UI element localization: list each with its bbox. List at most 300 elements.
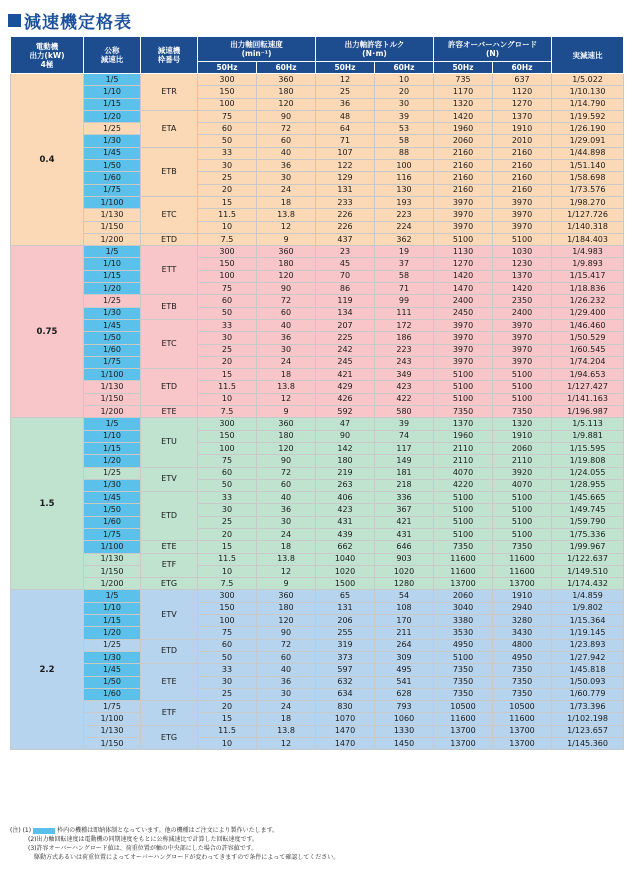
- speed-60hz-cell: 360: [257, 246, 316, 258]
- torque-50hz-cell: 45: [316, 258, 375, 270]
- ohl-60hz-cell: 4800: [493, 639, 552, 651]
- actual-ratio-cell: 1/59.790: [552, 516, 624, 528]
- nominal-ratio-cell: 1/60: [84, 688, 141, 700]
- actual-ratio-cell: 1/50.529: [552, 332, 624, 344]
- speed-60hz-cell: 36: [257, 160, 316, 172]
- torque-50hz-cell: 90: [316, 430, 375, 442]
- actual-ratio-cell: 1/19.592: [552, 110, 624, 122]
- speed-50hz-cell: 100: [198, 270, 257, 282]
- ohl-60hz-cell: 3970: [493, 319, 552, 331]
- actual-ratio-cell: 1/196.987: [552, 406, 624, 418]
- torque-60hz-cell: 130: [375, 184, 434, 196]
- speed-60hz-cell: 24: [257, 356, 316, 368]
- torque-50hz-cell: 439: [316, 528, 375, 540]
- speed-60hz-cell: 60: [257, 651, 316, 663]
- torque-60hz-cell: 423: [375, 381, 434, 393]
- table-row: [11, 209, 624, 221]
- ohl-60hz-cell: 3970: [493, 356, 552, 368]
- table-row: [11, 381, 624, 393]
- speed-50hz-cell: 30: [198, 676, 257, 688]
- speed-60hz-cell: 13.8: [257, 381, 316, 393]
- ohl-50hz-cell: 7350: [434, 676, 493, 688]
- nominal-ratio-cell: 1/60: [84, 516, 141, 528]
- actual-ratio-cell: 1/75.336: [552, 528, 624, 540]
- torque-50hz-cell: 1470: [316, 725, 375, 737]
- table-row: [11, 258, 624, 270]
- ohl-60hz-cell: 1370: [493, 270, 552, 282]
- ohl-50hz-cell: 3970: [434, 344, 493, 356]
- speed-50hz-cell: 33: [198, 492, 257, 504]
- frame-number-cell: ETF: [141, 553, 198, 578]
- speed-50hz-cell: 100: [198, 98, 257, 110]
- speed-60hz-cell: 24: [257, 184, 316, 196]
- torque-60hz-cell: 116: [375, 172, 434, 184]
- ohl-50hz-cell: 1960: [434, 430, 493, 442]
- actual-ratio-cell: 1/19.145: [552, 627, 624, 639]
- actual-ratio-cell: 1/9.881: [552, 430, 624, 442]
- page-title: [8, 10, 132, 33]
- speed-60hz-cell: 13.8: [257, 553, 316, 565]
- motor-power-cell: 0.75: [11, 246, 84, 418]
- nominal-ratio-cell: 1/200: [84, 233, 141, 245]
- nominal-ratio-cell: 1/200: [84, 578, 141, 590]
- speed-50hz-cell: 50: [198, 651, 257, 663]
- nominal-ratio-cell: 1/5: [84, 590, 141, 602]
- speed-60hz-cell: 30: [257, 172, 316, 184]
- ohl-60hz-cell: 5100: [493, 393, 552, 405]
- header-frame: 減速機 枠番号: [141, 37, 198, 74]
- table-row: [11, 270, 624, 282]
- nominal-ratio-cell: 1/25: [84, 295, 141, 307]
- actual-ratio-cell: 1/29.091: [552, 135, 624, 147]
- table-row: [11, 528, 624, 540]
- torque-50hz-cell: 207: [316, 319, 375, 331]
- header-speed-60hz: 60Hz: [257, 62, 316, 74]
- torque-50hz-cell: 36: [316, 98, 375, 110]
- table-row: [11, 110, 624, 122]
- speed-50hz-cell: 300: [198, 74, 257, 86]
- torque-60hz-cell: 541: [375, 676, 434, 688]
- speed-50hz-cell: 11.5: [198, 725, 257, 737]
- torque-50hz-cell: 1040: [316, 553, 375, 565]
- table-row: [11, 356, 624, 368]
- speed-50hz-cell: 15: [198, 196, 257, 208]
- table-row: [11, 283, 624, 295]
- actual-ratio-cell: 1/140.318: [552, 221, 624, 233]
- torque-50hz-cell: 47: [316, 418, 375, 430]
- speed-60hz-cell: 12: [257, 738, 316, 750]
- speed-60hz-cell: 13.8: [257, 209, 316, 221]
- torque-50hz-cell: 226: [316, 209, 375, 221]
- torque-60hz-cell: 39: [375, 418, 434, 430]
- header-torque: 出力軸許容トルク (N･m): [316, 37, 434, 62]
- actual-ratio-cell: 1/15.595: [552, 442, 624, 454]
- frame-number-cell: ETC: [141, 196, 198, 233]
- speed-50hz-cell: 11.5: [198, 209, 257, 221]
- torque-60hz-cell: 30: [375, 98, 434, 110]
- speed-50hz-cell: 50: [198, 307, 257, 319]
- speed-50hz-cell: 33: [198, 319, 257, 331]
- torque-60hz-cell: 243: [375, 356, 434, 368]
- ohl-50hz-cell: 1130: [434, 246, 493, 258]
- speed-60hz-cell: 180: [257, 430, 316, 442]
- actual-ratio-cell: 1/24.055: [552, 467, 624, 479]
- frame-number-cell: ETE: [141, 541, 198, 553]
- ohl-60hz-cell: 1030: [493, 246, 552, 258]
- torque-60hz-cell: 362: [375, 233, 434, 245]
- ohl-60hz-cell: 11600: [493, 565, 552, 577]
- ohl-50hz-cell: 5100: [434, 233, 493, 245]
- nominal-ratio-cell: 1/10: [84, 86, 141, 98]
- ohl-50hz-cell: 3970: [434, 319, 493, 331]
- actual-ratio-cell: 1/27.942: [552, 651, 624, 663]
- table-row: [11, 430, 624, 442]
- nominal-ratio-cell: 1/50: [84, 504, 141, 516]
- ohl-60hz-cell: 2350: [493, 295, 552, 307]
- speed-50hz-cell: 150: [198, 602, 257, 614]
- torque-60hz-cell: 211: [375, 627, 434, 639]
- speed-60hz-cell: 360: [257, 74, 316, 86]
- table-row: [11, 651, 624, 663]
- ohl-50hz-cell: 1420: [434, 110, 493, 122]
- frame-number-cell: ETR: [141, 74, 198, 111]
- speed-50hz-cell: 150: [198, 258, 257, 270]
- ohl-50hz-cell: 7350: [434, 664, 493, 676]
- nominal-ratio-cell: 1/45: [84, 147, 141, 159]
- nominal-ratio-cell: 1/100: [84, 369, 141, 381]
- table-row: [11, 578, 624, 590]
- speed-60hz-cell: 24: [257, 528, 316, 540]
- table-row: [11, 307, 624, 319]
- speed-50hz-cell: 20: [198, 184, 257, 196]
- actual-ratio-cell: 1/122.637: [552, 553, 624, 565]
- ohl-60hz-cell: 2160: [493, 184, 552, 196]
- speed-60hz-cell: 12: [257, 393, 316, 405]
- speed-50hz-cell: 50: [198, 479, 257, 491]
- frame-number-cell: ETF: [141, 701, 198, 726]
- ohl-60hz-cell: 5100: [493, 492, 552, 504]
- torque-60hz-cell: 88: [375, 147, 434, 159]
- ohl-50hz-cell: 3970: [434, 356, 493, 368]
- torque-60hz-cell: 39: [375, 110, 434, 122]
- nominal-ratio-cell: 1/25: [84, 639, 141, 651]
- table-row: [11, 688, 624, 700]
- actual-ratio-cell: 1/5.022: [552, 74, 624, 86]
- actual-ratio-cell: 1/46.460: [552, 319, 624, 331]
- ohl-60hz-cell: 5100: [493, 504, 552, 516]
- actual-ratio-cell: 1/60.779: [552, 688, 624, 700]
- actual-ratio-cell: 1/141.163: [552, 393, 624, 405]
- table-row: [11, 479, 624, 491]
- torque-50hz-cell: 437: [316, 233, 375, 245]
- torque-50hz-cell: 423: [316, 504, 375, 516]
- torque-60hz-cell: 349: [375, 369, 434, 381]
- ohl-50hz-cell: 3970: [434, 209, 493, 221]
- ohl-60hz-cell: 1230: [493, 258, 552, 270]
- speed-60hz-cell: 40: [257, 664, 316, 676]
- table-row: [11, 455, 624, 467]
- frame-number-cell: ETE: [141, 406, 198, 418]
- speed-60hz-cell: 72: [257, 467, 316, 479]
- speed-50hz-cell: 30: [198, 504, 257, 516]
- nominal-ratio-cell: 1/100: [84, 713, 141, 725]
- ohl-50hz-cell: 5100: [434, 492, 493, 504]
- ohl-60hz-cell: 3970: [493, 344, 552, 356]
- ohl-50hz-cell: 3970: [434, 196, 493, 208]
- table-row: [11, 160, 624, 172]
- nominal-ratio-cell: 1/25: [84, 123, 141, 135]
- nominal-ratio-cell: 1/130: [84, 381, 141, 393]
- actual-ratio-cell: 1/94.653: [552, 369, 624, 381]
- speed-60hz-cell: 12: [257, 221, 316, 233]
- table-row: [11, 467, 624, 479]
- table-row: [11, 221, 624, 233]
- actual-ratio-cell: 1/74.204: [552, 356, 624, 368]
- torque-50hz-cell: 242: [316, 344, 375, 356]
- ohl-60hz-cell: 5100: [493, 516, 552, 528]
- actual-ratio-cell: 1/123.657: [552, 725, 624, 737]
- torque-60hz-cell: 646: [375, 541, 434, 553]
- ohl-50hz-cell: 1420: [434, 270, 493, 282]
- torque-60hz-cell: 20: [375, 86, 434, 98]
- note-2: (2)出力軸回転速度は電動機の同期速度をもとに公称減速比で計算した回転速度です。: [28, 836, 259, 843]
- nominal-ratio-cell: 1/15: [84, 615, 141, 627]
- frame-number-cell: ETV: [141, 467, 198, 492]
- speed-50hz-cell: 10: [198, 221, 257, 233]
- torque-60hz-cell: 495: [375, 664, 434, 676]
- speed-60hz-cell: 40: [257, 319, 316, 331]
- ohl-50hz-cell: 5100: [434, 651, 493, 663]
- notes: [10, 826, 625, 862]
- frame-number-cell: ETE: [141, 664, 198, 701]
- frame-number-cell: ETB: [141, 295, 198, 320]
- actual-ratio-cell: 1/99.967: [552, 541, 624, 553]
- torque-50hz-cell: 426: [316, 393, 375, 405]
- ohl-50hz-cell: 1470: [434, 283, 493, 295]
- header-ratio: 公称 減速比: [84, 37, 141, 74]
- speed-50hz-cell: 75: [198, 455, 257, 467]
- note-1-text: 枠内の機種は即納体制となっています。他の機種はご注文により製作いたします。: [57, 827, 279, 834]
- ohl-60hz-cell: 1320: [493, 418, 552, 430]
- torque-60hz-cell: 1280: [375, 578, 434, 590]
- ohl-50hz-cell: 11600: [434, 565, 493, 577]
- ohl-60hz-cell: 2160: [493, 160, 552, 172]
- ohl-60hz-cell: 5100: [493, 369, 552, 381]
- actual-ratio-cell: 1/26.190: [552, 123, 624, 135]
- nominal-ratio-cell: 1/25: [84, 467, 141, 479]
- ohl-60hz-cell: 13700: [493, 578, 552, 590]
- torque-60hz-cell: 367: [375, 504, 434, 516]
- table-row: [11, 332, 624, 344]
- ohl-60hz-cell: 2110: [493, 455, 552, 467]
- torque-60hz-cell: 186: [375, 332, 434, 344]
- nominal-ratio-cell: 1/100: [84, 541, 141, 553]
- table-row: [11, 701, 624, 713]
- frame-number-cell: ETB: [141, 147, 198, 196]
- ohl-60hz-cell: 7350: [493, 676, 552, 688]
- nominal-ratio-cell: 1/75: [84, 701, 141, 713]
- table-row: [11, 590, 624, 602]
- actual-ratio-cell: 1/45.665: [552, 492, 624, 504]
- actual-ratio-cell: 1/45.818: [552, 664, 624, 676]
- table-row: [11, 442, 624, 454]
- note-1: [10, 826, 625, 835]
- nominal-ratio-cell: 1/75: [84, 184, 141, 196]
- speed-50hz-cell: 60: [198, 467, 257, 479]
- nominal-ratio-cell: 1/15: [84, 270, 141, 282]
- speed-50hz-cell: 11.5: [198, 381, 257, 393]
- speed-50hz-cell: 20: [198, 528, 257, 540]
- ohl-50hz-cell: 2060: [434, 135, 493, 147]
- speed-50hz-cell: 20: [198, 701, 257, 713]
- table-row: [11, 135, 624, 147]
- ohl-60hz-cell: 3970: [493, 196, 552, 208]
- actual-ratio-cell: 1/145.360: [552, 738, 624, 750]
- actual-ratio-cell: 1/9.802: [552, 602, 624, 614]
- ohl-50hz-cell: 1960: [434, 123, 493, 135]
- ohl-50hz-cell: 2160: [434, 172, 493, 184]
- motor-power-cell: 1.5: [11, 418, 84, 590]
- actual-ratio-cell: 1/127.427: [552, 381, 624, 393]
- speed-60hz-cell: 72: [257, 123, 316, 135]
- ohl-60hz-cell: 1270: [493, 98, 552, 110]
- speed-60hz-cell: 180: [257, 602, 316, 614]
- speed-60hz-cell: 9: [257, 578, 316, 590]
- nominal-ratio-cell: 1/30: [84, 135, 141, 147]
- ohl-50hz-cell: 7350: [434, 541, 493, 553]
- actual-ratio-cell: 1/127.726: [552, 209, 624, 221]
- rating-table: [10, 36, 624, 750]
- actual-ratio-cell: 1/26.232: [552, 295, 624, 307]
- actual-ratio-cell: 1/9.893: [552, 258, 624, 270]
- torque-50hz-cell: 219: [316, 467, 375, 479]
- ohl-60hz-cell: 637: [493, 74, 552, 86]
- speed-60hz-cell: 13.8: [257, 725, 316, 737]
- torque-60hz-cell: 1020: [375, 565, 434, 577]
- nominal-ratio-cell: 1/150: [84, 738, 141, 750]
- table-row: [11, 196, 624, 208]
- torque-50hz-cell: 131: [316, 602, 375, 614]
- torque-50hz-cell: 233: [316, 196, 375, 208]
- speed-50hz-cell: 300: [198, 246, 257, 258]
- speed-60hz-cell: 90: [257, 627, 316, 639]
- table-row: [11, 664, 624, 676]
- table-row: [11, 676, 624, 688]
- torque-50hz-cell: 1500: [316, 578, 375, 590]
- header-power: 電動機 出力(kW) 4極: [11, 37, 84, 74]
- actual-ratio-cell: 1/174.432: [552, 578, 624, 590]
- nominal-ratio-cell: 1/20: [84, 110, 141, 122]
- table-row: [11, 725, 624, 737]
- torque-60hz-cell: 100: [375, 160, 434, 172]
- table-row: [11, 98, 624, 110]
- ohl-60hz-cell: 2160: [493, 147, 552, 159]
- speed-60hz-cell: 72: [257, 639, 316, 651]
- table-row: [11, 492, 624, 504]
- table-row: [11, 393, 624, 405]
- ohl-50hz-cell: 2450: [434, 307, 493, 319]
- ohl-50hz-cell: 7350: [434, 406, 493, 418]
- ohl-60hz-cell: 1120: [493, 86, 552, 98]
- table-row: [11, 565, 624, 577]
- frame-number-cell: ETD: [141, 369, 198, 406]
- torque-60hz-cell: 264: [375, 639, 434, 651]
- speed-60hz-cell: 36: [257, 676, 316, 688]
- ohl-50hz-cell: 3970: [434, 332, 493, 344]
- actual-ratio-cell: 1/29.400: [552, 307, 624, 319]
- table-row: [11, 639, 624, 651]
- nominal-ratio-cell: 1/150: [84, 221, 141, 233]
- frame-number-cell: ETD: [141, 233, 198, 245]
- torque-60hz-cell: 54: [375, 590, 434, 602]
- torque-50hz-cell: 25: [316, 86, 375, 98]
- ohl-60hz-cell: 2060: [493, 442, 552, 454]
- table-row: [11, 738, 624, 750]
- torque-60hz-cell: 71: [375, 283, 434, 295]
- speed-50hz-cell: 11.5: [198, 553, 257, 565]
- torque-50hz-cell: 64: [316, 123, 375, 135]
- ohl-50hz-cell: 11600: [434, 713, 493, 725]
- header-speed: 出力軸回転速度 (min⁻¹): [198, 37, 316, 62]
- torque-50hz-cell: 662: [316, 541, 375, 553]
- ohl-60hz-cell: 11600: [493, 553, 552, 565]
- torque-60hz-cell: 1450: [375, 738, 434, 750]
- speed-50hz-cell: 150: [198, 430, 257, 442]
- torque-60hz-cell: 580: [375, 406, 434, 418]
- nominal-ratio-cell: 1/45: [84, 492, 141, 504]
- torque-50hz-cell: 23: [316, 246, 375, 258]
- nominal-ratio-cell: 1/150: [84, 393, 141, 405]
- speed-50hz-cell: 15: [198, 369, 257, 381]
- frame-number-cell: ETD: [141, 639, 198, 664]
- ohl-60hz-cell: 7350: [493, 406, 552, 418]
- ohl-50hz-cell: 4220: [434, 479, 493, 491]
- actual-ratio-cell: 1/44.898: [552, 147, 624, 159]
- torque-60hz-cell: 1330: [375, 725, 434, 737]
- torque-50hz-cell: 431: [316, 516, 375, 528]
- title-text: 減速機定格表: [24, 12, 132, 33]
- speed-60hz-cell: 90: [257, 283, 316, 295]
- ohl-60hz-cell: 5100: [493, 381, 552, 393]
- torque-60hz-cell: 431: [375, 528, 434, 540]
- torque-50hz-cell: 406: [316, 492, 375, 504]
- speed-60hz-cell: 120: [257, 615, 316, 627]
- table-row: [11, 516, 624, 528]
- torque-50hz-cell: 1470: [316, 738, 375, 750]
- torque-60hz-cell: 903: [375, 553, 434, 565]
- actual-ratio-cell: 1/15.364: [552, 615, 624, 627]
- nominal-ratio-cell: 1/20: [84, 627, 141, 639]
- note-1-prefix: (注) (1): [10, 827, 32, 834]
- torque-50hz-cell: 373: [316, 651, 375, 663]
- torque-50hz-cell: 180: [316, 455, 375, 467]
- speed-60hz-cell: 180: [257, 86, 316, 98]
- actual-ratio-cell: 1/14.790: [552, 98, 624, 110]
- torque-60hz-cell: 149: [375, 455, 434, 467]
- torque-50hz-cell: 226: [316, 221, 375, 233]
- highlight-swatch: [33, 828, 55, 834]
- table-row: [11, 123, 624, 135]
- torque-60hz-cell: 793: [375, 701, 434, 713]
- torque-50hz-cell: 142: [316, 442, 375, 454]
- speed-60hz-cell: 120: [257, 270, 316, 282]
- ohl-50hz-cell: 4950: [434, 639, 493, 651]
- speed-60hz-cell: 30: [257, 688, 316, 700]
- torque-60hz-cell: 170: [375, 615, 434, 627]
- torque-50hz-cell: 1070: [316, 713, 375, 725]
- table-row: [11, 147, 624, 159]
- ohl-60hz-cell: 3970: [493, 221, 552, 233]
